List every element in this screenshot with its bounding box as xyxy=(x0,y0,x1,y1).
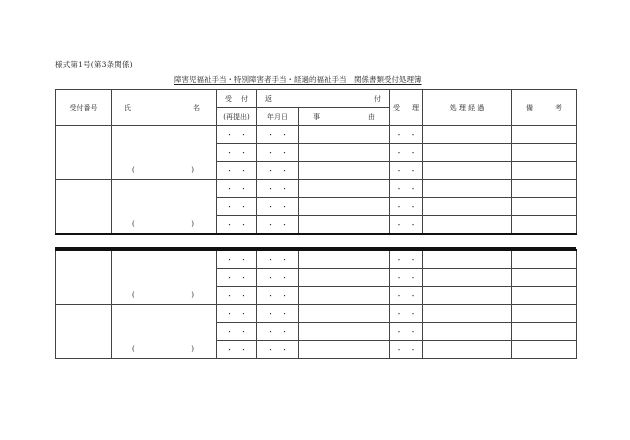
process-cell[interactable] xyxy=(423,305,512,323)
table-row xyxy=(56,305,577,323)
remarks-cell[interactable] xyxy=(512,144,577,162)
process-cell[interactable] xyxy=(423,341,512,359)
return-date: ・ ・ xyxy=(257,180,299,198)
reason-cell[interactable] xyxy=(299,162,390,180)
received-date: ・ ・ xyxy=(217,341,257,359)
remarks-cell[interactable] xyxy=(512,216,577,235)
name-cell[interactable] xyxy=(112,250,217,287)
receipt-number-cell[interactable] xyxy=(56,305,112,359)
table-row xyxy=(56,287,577,305)
header-accept: 受 理 xyxy=(390,90,423,126)
remarks-cell[interactable] xyxy=(512,250,577,269)
name-furigana-cell[interactable]: ( ) xyxy=(112,216,217,235)
ledger-table-upper xyxy=(55,89,577,235)
reason-cell[interactable] xyxy=(299,198,390,216)
received-date: ・ ・ xyxy=(217,305,257,323)
process-cell[interactable] xyxy=(423,162,512,180)
name-cell[interactable] xyxy=(112,126,217,162)
received-date: ・ ・ xyxy=(217,323,257,341)
process-cell[interactable] xyxy=(423,269,512,287)
process-cell[interactable] xyxy=(423,216,512,235)
return-date: ・ ・ xyxy=(257,341,299,359)
reason-cell[interactable] xyxy=(299,323,390,341)
name-cell[interactable] xyxy=(112,305,217,341)
name-furigana-cell[interactable]: ( ) xyxy=(112,162,217,180)
accept-date: ・ ・ xyxy=(390,180,423,198)
accept-date: ・ ・ xyxy=(390,323,423,341)
header-name: 氏 名 xyxy=(112,90,217,126)
reason-cell[interactable] xyxy=(299,144,390,162)
return-date: ・ ・ xyxy=(257,287,299,305)
receipt-number-cell[interactable] xyxy=(56,250,112,305)
accept-date: ・ ・ xyxy=(390,144,423,162)
received-date: ・ ・ xyxy=(217,144,257,162)
accept-date: ・ ・ xyxy=(390,126,423,144)
form-number: 様式第1号(第3条関係) xyxy=(55,60,133,69)
received-date: ・ ・ xyxy=(217,180,257,198)
ledger-table-lower xyxy=(55,249,577,359)
name-furigana-cell[interactable]: ( ) xyxy=(112,341,217,359)
process-cell[interactable] xyxy=(423,144,512,162)
accept-date: ・ ・ xyxy=(390,341,423,359)
document-title: 障害児福祉手当・特別障害者手当・経過的福祉手当 関係書類受付処理簿 xyxy=(174,75,422,84)
table-row xyxy=(56,180,577,198)
header-return: 返 付 xyxy=(257,90,390,108)
remarks-cell[interactable] xyxy=(512,180,577,198)
table-row xyxy=(56,341,577,359)
table-row xyxy=(56,162,577,180)
return-date: ・ ・ xyxy=(257,269,299,287)
header-reason: 事 由 xyxy=(299,108,390,126)
process-cell[interactable] xyxy=(423,198,512,216)
reason-cell[interactable] xyxy=(299,341,390,359)
return-date: ・ ・ xyxy=(257,250,299,269)
remarks-cell[interactable] xyxy=(512,198,577,216)
reason-cell[interactable] xyxy=(299,250,390,269)
accept-date: ・ ・ xyxy=(390,162,423,180)
return-date: ・ ・ xyxy=(257,144,299,162)
process-cell[interactable] xyxy=(423,323,512,341)
accept-date: ・ ・ xyxy=(390,216,423,235)
header-date: 年月日 xyxy=(257,108,299,126)
remarks-cell[interactable] xyxy=(512,287,577,305)
name-furigana-cell[interactable]: ( ) xyxy=(112,287,217,305)
accept-date: ・ ・ xyxy=(390,305,423,323)
received-date: ・ ・ xyxy=(217,216,257,235)
received-date: ・ ・ xyxy=(217,287,257,305)
reason-cell[interactable] xyxy=(299,126,390,144)
accept-date: ・ ・ xyxy=(390,250,423,269)
return-date: ・ ・ xyxy=(257,126,299,144)
reason-cell[interactable] xyxy=(299,216,390,235)
reason-cell[interactable] xyxy=(299,287,390,305)
received-date: ・ ・ xyxy=(217,162,257,180)
remarks-cell[interactable] xyxy=(512,323,577,341)
header-remarks: 備 考 xyxy=(512,90,577,126)
received-date: ・ ・ xyxy=(217,250,257,269)
received-date: ・ ・ xyxy=(217,198,257,216)
reason-cell[interactable] xyxy=(299,305,390,323)
received-date: ・ ・ xyxy=(217,269,257,287)
header-receipt-number: 受付番号 xyxy=(56,90,112,126)
return-date: ・ ・ xyxy=(257,216,299,235)
receipt-number-cell[interactable] xyxy=(56,180,112,235)
table-row xyxy=(56,250,577,269)
accept-date: ・ ・ xyxy=(390,269,423,287)
remarks-cell[interactable] xyxy=(512,305,577,323)
return-date: ・ ・ xyxy=(257,162,299,180)
table-row xyxy=(56,216,577,235)
process-cell[interactable] xyxy=(423,287,512,305)
remarks-cell[interactable] xyxy=(512,269,577,287)
header-received: 受 付 xyxy=(217,90,257,108)
process-cell[interactable] xyxy=(423,180,512,198)
accept-date: ・ ・ xyxy=(390,198,423,216)
process-cell[interactable] xyxy=(423,250,512,269)
received-date: ・ ・ xyxy=(217,126,257,144)
return-date: ・ ・ xyxy=(257,305,299,323)
reason-cell[interactable] xyxy=(299,269,390,287)
remarks-cell[interactable] xyxy=(512,126,577,144)
table-row xyxy=(56,126,577,144)
return-date: ・ ・ xyxy=(257,323,299,341)
receipt-number-cell[interactable] xyxy=(56,126,112,180)
header-resubmit: (再提出) xyxy=(217,108,257,126)
process-cell[interactable] xyxy=(423,126,512,144)
remarks-cell[interactable] xyxy=(512,162,577,180)
accept-date: ・ ・ xyxy=(390,287,423,305)
header-process: 処 理 経 過 xyxy=(423,90,512,126)
remarks-cell[interactable] xyxy=(512,341,577,359)
name-cell[interactable] xyxy=(112,180,217,216)
reason-cell[interactable] xyxy=(299,180,390,198)
return-date: ・ ・ xyxy=(257,198,299,216)
